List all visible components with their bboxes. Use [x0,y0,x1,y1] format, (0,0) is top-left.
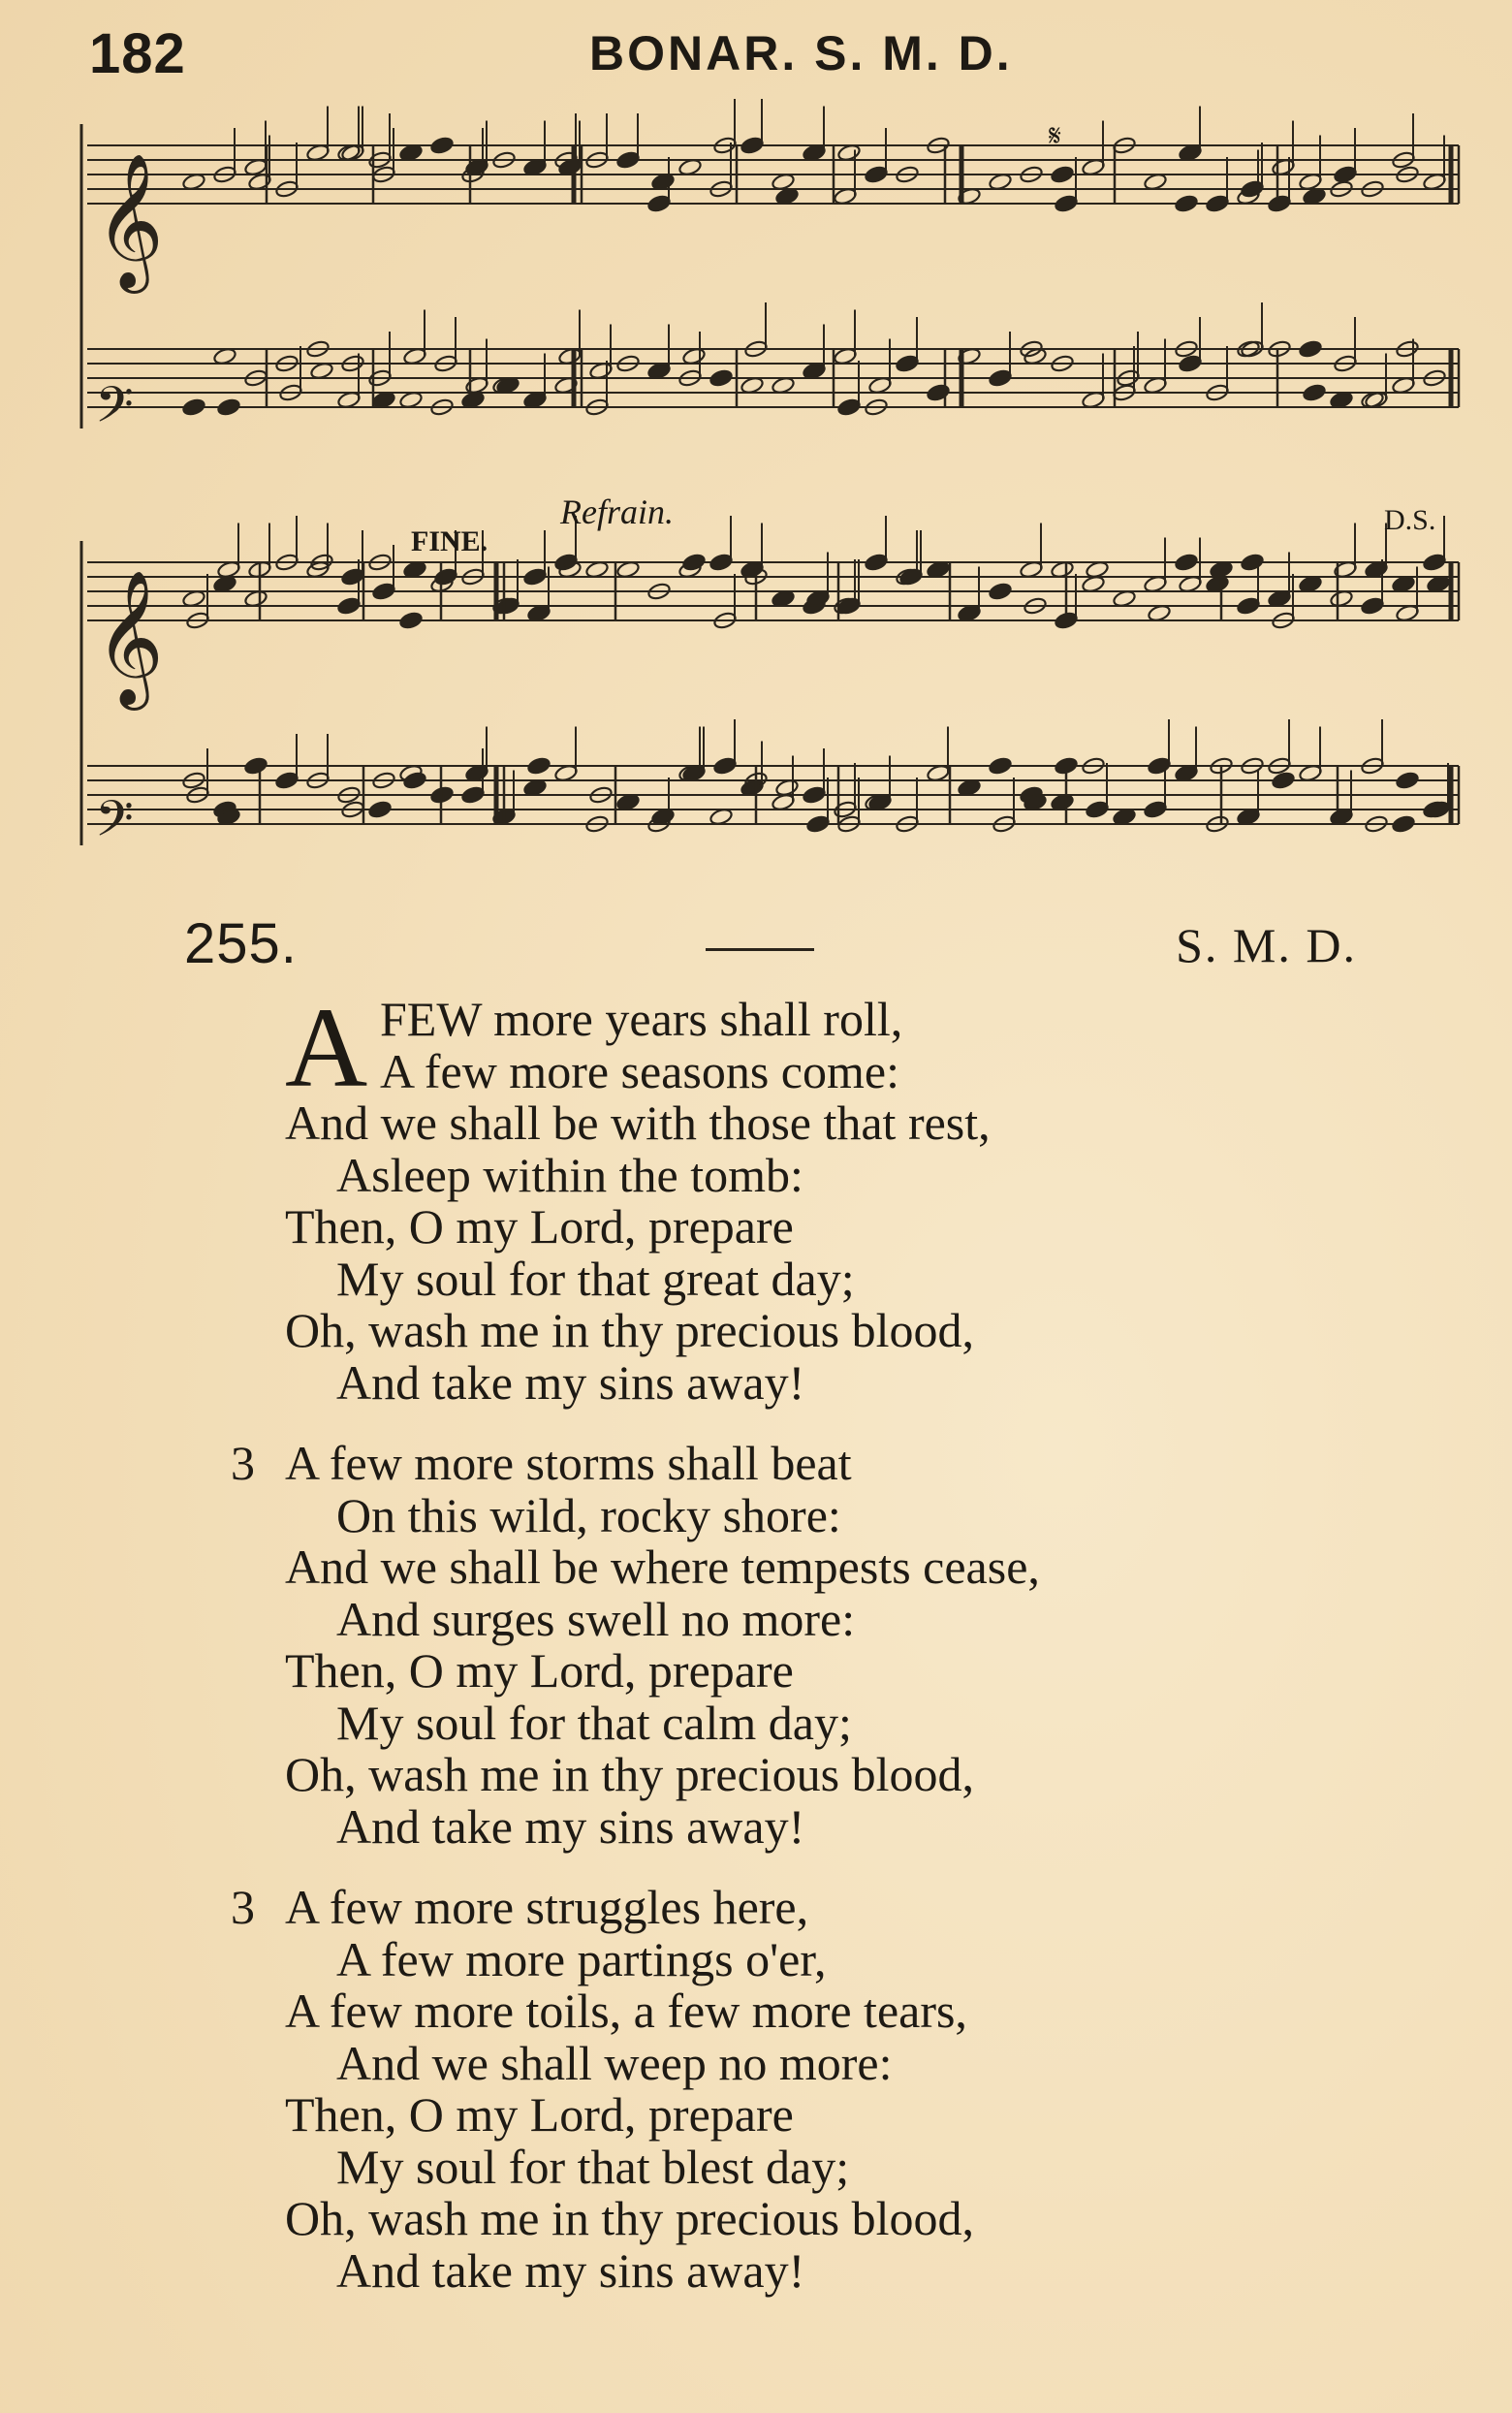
note-head [243,756,268,776]
note-head [646,194,671,213]
note-head [1143,800,1167,819]
lyric-line: My soul for that blest day; [336,2139,850,2194]
stanza-1 [0,984,1512,1410]
note-head [988,756,1012,776]
lyric-line: And we shall weep no more: [336,2035,893,2090]
note-head [709,368,733,388]
note-head [340,567,364,587]
hymn-number: 255. [184,912,298,975]
lyric-line: A few more toils, a few more tears, [285,1984,967,2038]
hymn-meter: S. M. D. [1176,918,1357,972]
note-head [1085,800,1109,819]
note-head [522,567,547,587]
lyric-line: Then, O my Lord, prepare [285,1199,794,1254]
note-head [1240,179,1264,199]
note-head [836,596,861,616]
treble-clef-icon: 𝄞 [95,153,164,288]
lyric-line: Oh, wash me in thy precious blood, [285,2191,975,2245]
note-head [398,611,423,630]
note-head [1174,553,1198,572]
note-head [802,785,826,805]
note-heads [181,99,1450,834]
hymn-lyrics [0,984,1512,2298]
note-head [864,165,888,184]
lyric-line: And surges swell no more: [336,1591,856,1646]
note-head [740,136,764,155]
treble-clef-icon: 𝄞 [95,570,164,705]
note-head [1174,194,1198,213]
note-head [988,582,1012,601]
fine-mark: FINE. [411,525,488,557]
note-head [336,596,361,616]
lyric-line: A few more struggles here, [285,1880,809,1934]
lyric-line: My soul for that great day; [336,1251,855,1306]
note-head [1391,814,1415,834]
note-head [1054,194,1078,213]
note-head [895,354,919,373]
note-head [371,582,395,601]
note-head [1333,165,1357,184]
note-head [615,150,640,170]
note-head [1236,596,1260,616]
lyric-line: And take my sins away! [336,1798,805,1854]
note-head [898,567,923,587]
note-head [1395,771,1419,790]
segno-mark: 𝄋 [1049,120,1061,152]
lyric-line: And we shall be with those that rest, [285,1095,991,1150]
note-head [864,553,888,572]
stanza-3 [0,1882,1512,2297]
music-score [0,0,1512,902]
lyric-line: A few more partings o'er, [336,1931,827,1986]
note-head [367,800,392,819]
note-head [1360,596,1384,616]
ds-mark: D.S. [1384,504,1436,536]
refrain-mark: Refrain. [560,492,674,531]
lyric-line: And take my sins away! [336,1354,805,1410]
note-head [805,814,830,834]
lyric-line: Then, O my Lord, prepare [285,2087,794,2142]
lyric-line: Asleep within the tomb: [336,1147,803,1202]
lyric-line: On this wild, rocky shore: [336,1487,841,1542]
lyric-line: My soul for that calm day; [336,1695,852,1750]
drop-cap: A [285,984,368,1111]
note-head [836,397,861,417]
lyric-line: FEW more years shall roll, [380,992,903,1046]
note-head [1267,194,1291,213]
clefs [95,153,164,860]
note-head [274,771,299,790]
note-head [712,756,737,776]
note-head [1147,756,1171,776]
note-head [988,368,1012,388]
bar-lines [81,124,1459,845]
divider-dash [706,948,814,951]
lyric-line: A few more storms shall beat [285,1436,852,1490]
note-head [216,397,240,417]
note-head [433,567,457,587]
tune-heading: BONAR. S. M. D. [589,26,1013,80]
lyric-line: And we shall be where tempests cease, [285,1540,1040,1594]
stanza-2 [0,1438,1512,1853]
verse-number: 3 [231,1436,255,1490]
note-head [495,596,520,616]
note-head [1298,339,1322,359]
note-head [681,553,706,572]
note-head [460,785,485,805]
note-head [1426,800,1450,819]
lyric-line: Then, O my Lord, prepare [285,1643,794,1698]
note-head [1302,383,1326,402]
lyric-line: A few more seasons come: [380,1043,899,1098]
note-head [429,136,454,155]
lyric-line: Oh, wash me in thy precious blood, [285,1747,975,1801]
note-head [926,383,950,402]
verse-number: 3 [231,1880,255,1934]
note-head [709,553,733,572]
note-head [1422,553,1446,572]
page-number: 182 [89,22,186,85]
bass-clef-icon: 𝄢 [95,375,134,446]
note-head [1050,165,1074,184]
lyric-line: And take my sins away! [336,2242,805,2298]
note-head [1205,194,1229,213]
note-head [402,771,426,790]
note-head [1240,553,1264,572]
note-head [526,756,551,776]
note-head [181,397,205,417]
lyric-line: Oh, wash me in thy precious blood, [285,1303,975,1357]
bass-clef-icon: 𝄢 [95,789,134,860]
staff-lines [87,145,1459,824]
